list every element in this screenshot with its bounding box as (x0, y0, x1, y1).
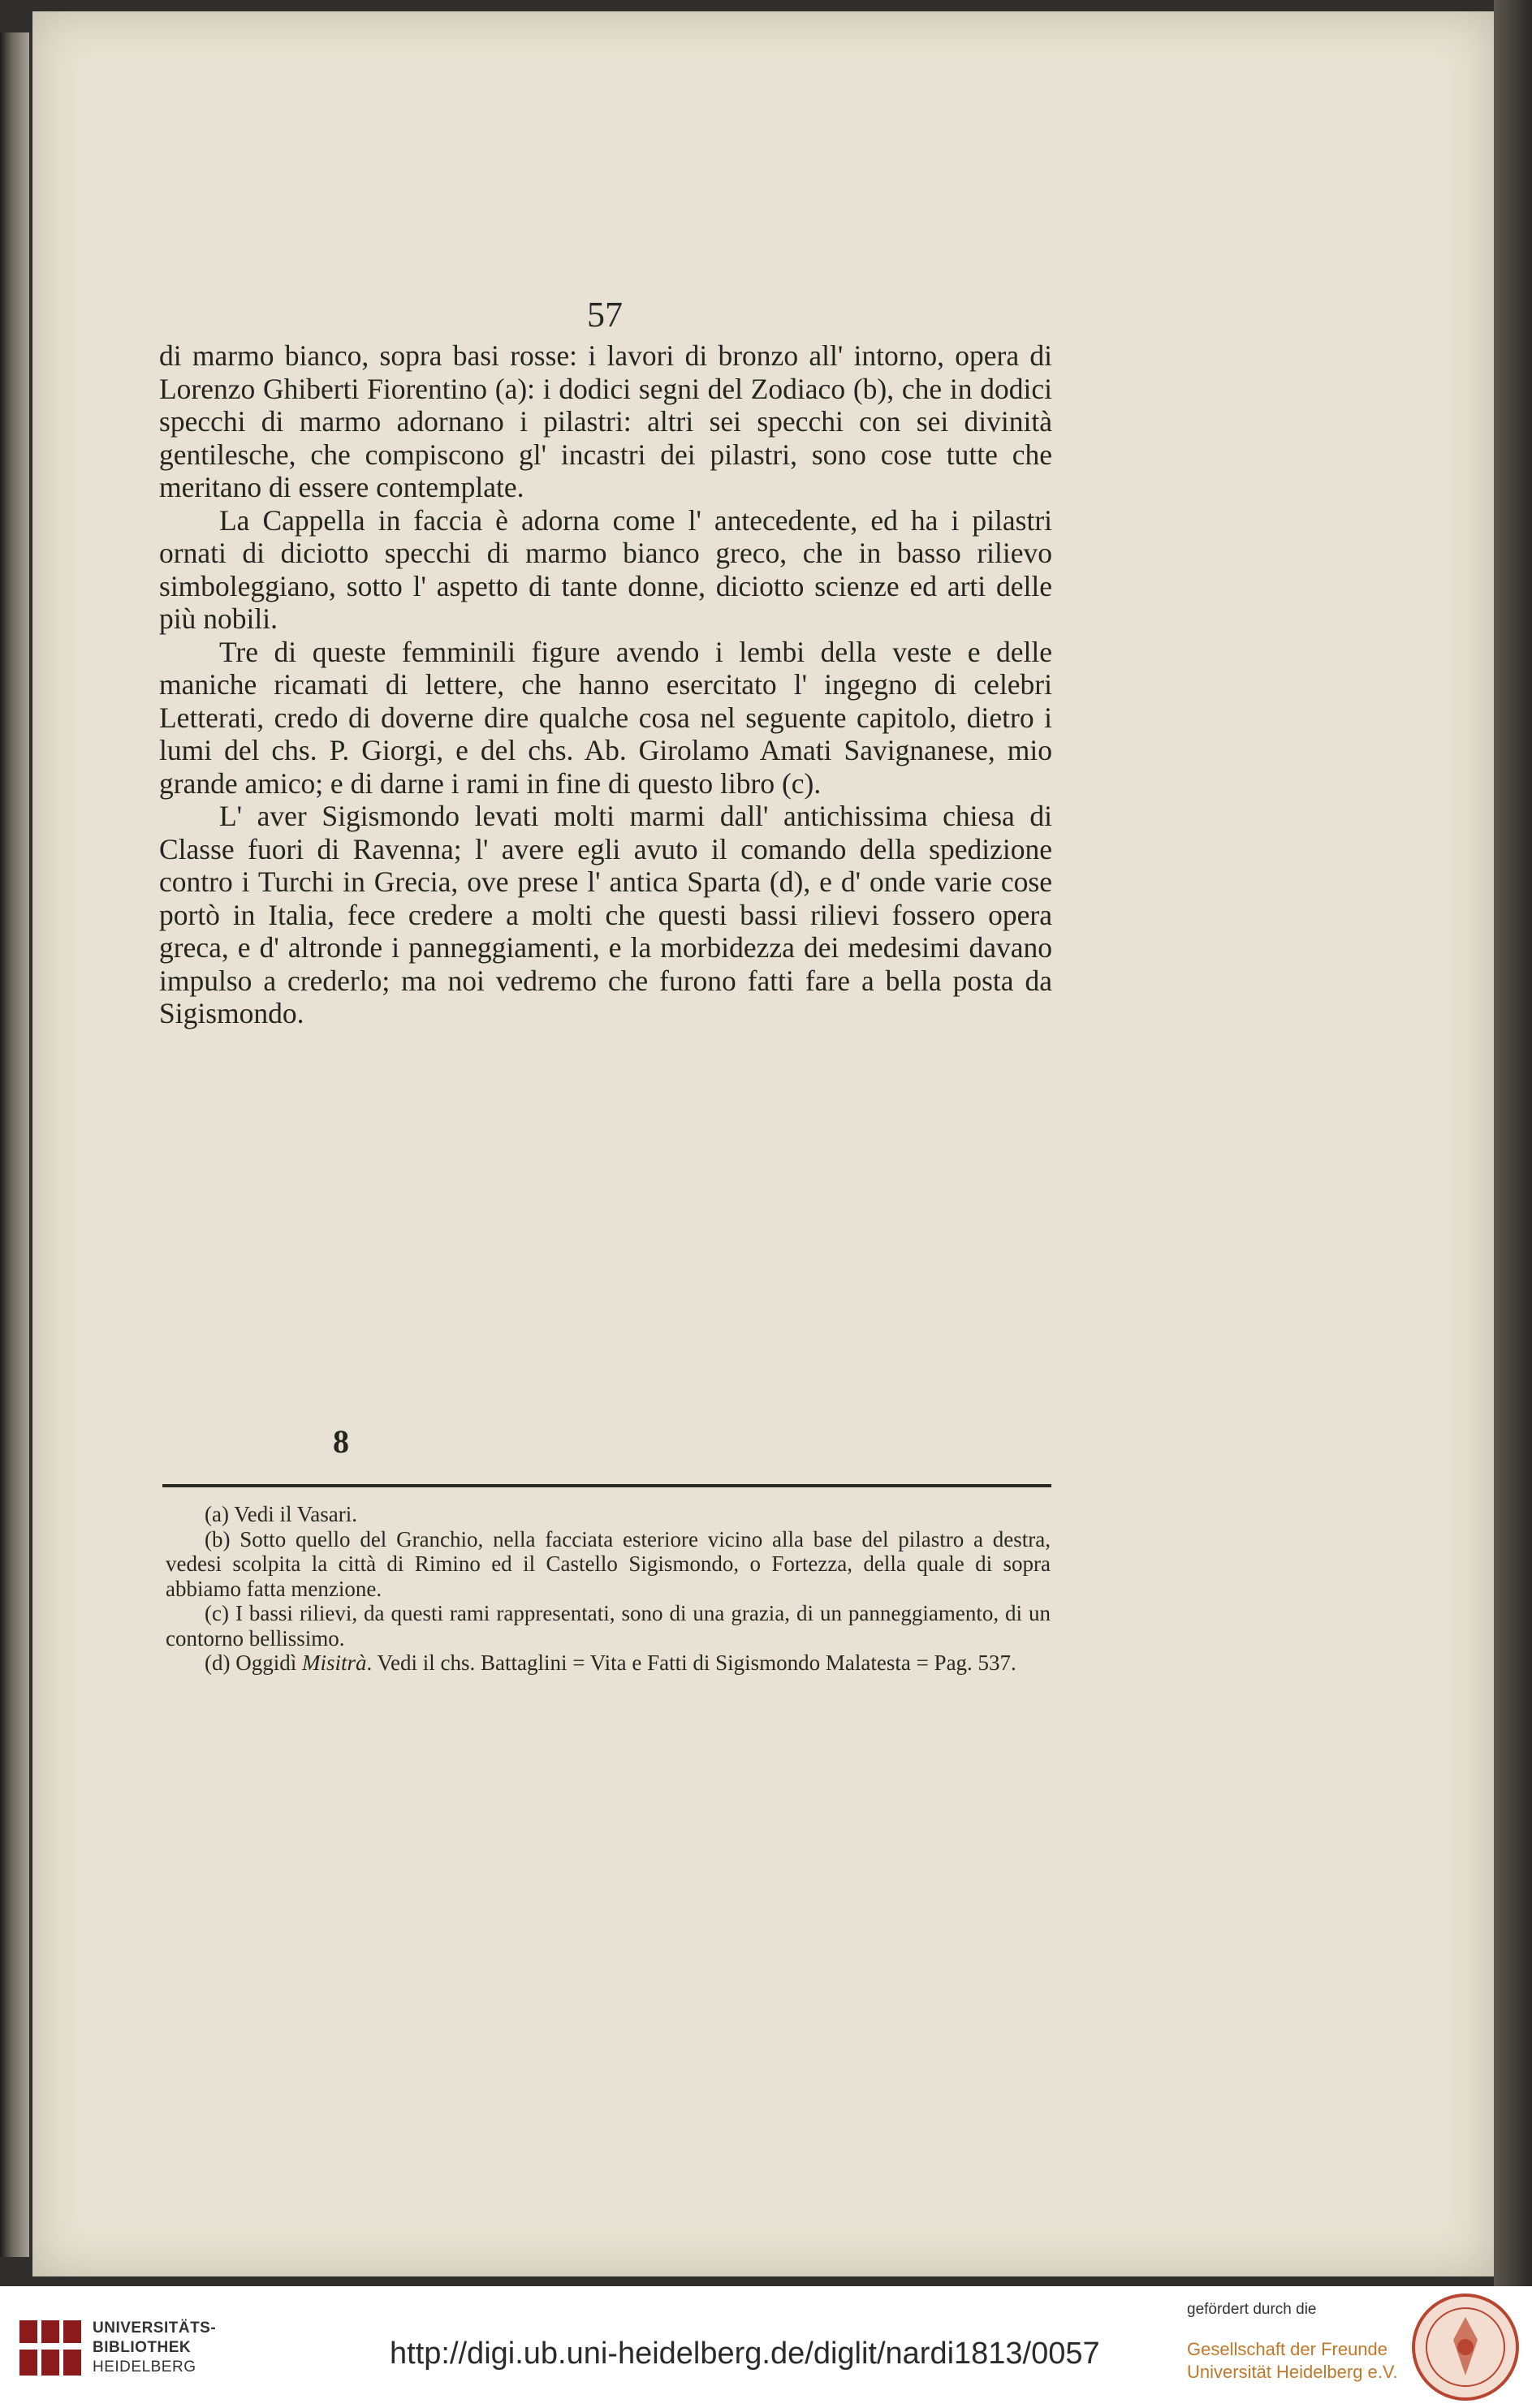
footer-bar (0, 2286, 1532, 2408)
footnote-a (166, 1502, 1051, 1527)
paragraph-4: L' aver Sigismondo levati molti marmi dall' antichissima chiesa di Classe fuori di Ravenna; l' avere egli avuto il comando della spedizione contro i Turchi in Grecia, ove prese l' antica Sparta (d), e d' onde varie cose portò in Italia, fece credere a molti che questi bassi rilievi fossero opera greca, e d' altronde i panneggiamenti, e la morbidezza dei medesimi davano impulso a crederlo; ma noi vedremo che furono fatti fare a bella posta da Sigismondo. (159, 800, 1052, 1029)
footnote-text: Sotto quello del Granchio, nella facciata esteriore vicino alla base del pilastro a destra, vedesi scolpita la città di Rimino ed il Castello Sigismondo, o Fortezza, della quale di sopra abbiamo fatta menzione. (166, 1526, 1051, 1601)
sponsor-name-line: Universität Heidelberg e.V. (1187, 2362, 1398, 2382)
right-page-edge (1494, 0, 1532, 2286)
footnote-mark: (c) (205, 1601, 229, 1625)
page-number: 57 (587, 295, 623, 334)
permalink-url[interactable]: http://digi.ub.uni-heidelberg.de/diglit/nardi1813/0057 (390, 2337, 1100, 2371)
paragraph-2: La Cappella in faccia è adorna come l' antecedente, ed ha i pilastri ornati di diciotto specchi di marmo bianco greco, che in basso rilievo simboleggiano, sotto l' aspetto di tante donne, diciotto scienze ed arti delle più nobili. (159, 503, 1052, 635)
footnote-b (166, 1527, 1051, 1602)
footnotes (166, 1502, 1051, 1676)
sponsor-name-line: Gesellschaft der Freunde (1187, 2339, 1388, 2359)
footnote-mark: (a) (205, 1502, 229, 1526)
printer-signature-mark: 8 (333, 1423, 349, 1460)
sponsor-name[interactable] (1187, 2338, 1398, 2384)
footnote-mark: (b) (205, 1526, 231, 1551)
library-name-line: BIBLIOTHEK (93, 2339, 192, 2356)
footnote-d (166, 1651, 1051, 1676)
paragraph-1: di marmo bianco, sopra basi rosse: i lavori di bronzo all' intorno, opera di Lorenzo Ghiberti Fiorentino (a): i dodici segni del Zodiaco (b), che in dodici specchi di marmo adornano i pilastri: altri sei specchi con sei divinità gentilesche, che compiscono gl' incastri dei pilastri, sono cose tutte che meritano di essere contemplate. (159, 339, 1052, 503)
footnote-text: I bassi rilievi, da questi rami rappresentati, sono di una grazia, di un panneggiamento, di un contorno bellissimo. (166, 1601, 1051, 1651)
footnote-text: . Vedi il chs. Battaglini = Vita e Fatti di Sigismondo Malatesta = Pag. 537. (366, 1651, 1016, 1675)
footnote-text: Oggidì (235, 1651, 297, 1675)
paragraph-3: Tre di queste femminili figure avendo i lembi della veste e delle maniche ricamati di lettere, che hanno esercitato l' ingegno di celebri Letterati, credo di doverne dire qualche cosa nel seguente capitolo, dietro i lumi del chs. P. Giorgi, e del chs. Ab. Girolamo Amati Savignanese, mio grande amico; e di darne i rami in fine di questo libro (c). (159, 635, 1052, 800)
footnote-italic-text: Misitrà (302, 1651, 367, 1675)
footnote-mark: (d) (205, 1651, 231, 1675)
footnote-divider (162, 1484, 1051, 1487)
library-name-line: HEIDELBERG (93, 2358, 196, 2376)
footnote-c (166, 1601, 1051, 1651)
body-text (159, 339, 1052, 1030)
funded-by-label: gefördert durch die (1187, 2301, 1317, 2318)
footnote-text: Vedi il Vasari. (234, 1502, 357, 1526)
university-seal-icon[interactable] (1409, 2291, 1521, 2403)
library-name-line: UNIVERSITÄTS- (93, 2320, 217, 2337)
left-page-edge (0, 32, 29, 2257)
library-name[interactable] (93, 2319, 216, 2377)
university-library-logo-icon[interactable] (16, 2314, 84, 2382)
